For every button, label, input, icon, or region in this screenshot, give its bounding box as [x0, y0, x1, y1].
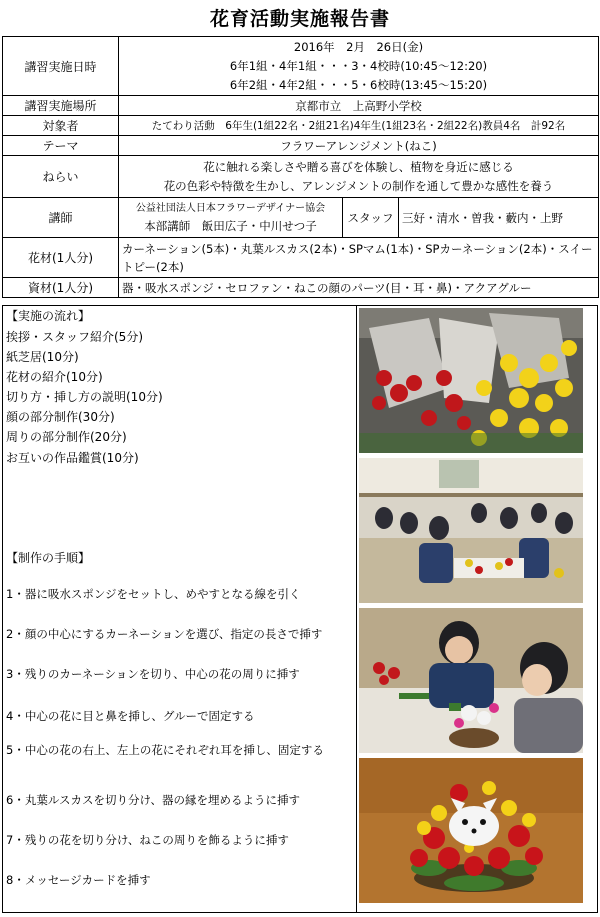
flow-item: 周りの部分制作(20分): [6, 430, 127, 444]
date-label: 講習実施日時: [3, 37, 119, 96]
flow-item: 挨拶・スタッフ紹介(5分): [6, 330, 143, 344]
procedure-step: 3・残りのカーネーションを切り、中心の花の周りに挿す: [6, 667, 300, 681]
materials-label: 資材(1人分): [3, 278, 119, 298]
instructor-row: [3, 198, 599, 238]
date-line: 6年2組・4年2組・・・5・6校時(13:45～15:20): [229, 77, 488, 92]
procedure-step: 5・中心の花の右上、左上の花にそれぞれ耳を挿し、固定する: [6, 743, 324, 757]
date-line: 2016年 2月 26日(金): [293, 39, 424, 54]
materials-row: [3, 278, 599, 298]
procedure-step: 1・器に吸水スポンジをセットし、めやすとなる線を引く: [6, 587, 301, 601]
flowers-value: カーネーション(5本)・丸葉ルスカス(2本)・SPマム(1本)・SPカーネーション(2本)・スイートピー(2本): [119, 238, 599, 278]
flow-heading: 【実施の流れ】: [6, 309, 91, 323]
theme-value: フラワーアレンジメント(ねこ): [119, 136, 599, 156]
procedure-step: 7・残りの花を切り分け、ねこの周りを飾るように挿す: [6, 833, 289, 847]
page-title: 花育活動実施報告書: [209, 8, 390, 30]
date-value: [119, 37, 599, 96]
procedure-step: 6・丸葉ルスカスを切り分け、器の縁を埋めるように挿す: [6, 793, 301, 807]
instructor-names: 本部講師 飯田広子・中川せつ子: [144, 218, 317, 233]
flowers-label: 花材(1人分): [3, 238, 119, 278]
place-row: [3, 96, 599, 116]
aim-row: [3, 156, 599, 198]
lower-section: [2, 305, 598, 913]
cat-arrangement-photo: [359, 758, 583, 903]
target-row: [3, 116, 599, 136]
procedure-step: 4・中心の花に目と鼻を挿し、グルーで固定する: [6, 709, 255, 723]
flow-item: 顔の部分制作(30分): [6, 410, 115, 424]
date-line: 6年1組・4年1組・・・3・4校時(10:45～12:20): [229, 58, 488, 73]
flowers-row: [3, 238, 599, 278]
aim-value: [119, 156, 599, 198]
flow-item: お互いの作品鑑賞(10分): [6, 451, 139, 465]
aim-line: 花に触れる楽しさや贈る喜びを体験し、植物を身近に感じる: [203, 159, 514, 174]
target-value: たてわり活動 6年生(1組22名・2組21名)4年生(1組23名・2組22名)教員4名 計92名: [119, 116, 599, 136]
flow-item: 紙芝居(10分): [6, 350, 79, 364]
classroom-photo: [359, 458, 583, 603]
text-column: [3, 306, 357, 912]
flow-item: 切り方・挿し方の説明(10分): [6, 390, 163, 404]
procedure-step: 8・メッセージカードを挿す: [6, 873, 151, 887]
staff-label: スタッフ: [343, 198, 399, 238]
date-row: [3, 37, 599, 96]
procedure-heading: 【制作の手順】: [6, 551, 91, 565]
instructor-label: 講師: [3, 198, 119, 238]
aim-line: 花の色彩や特徴を生かし、アレンジメントの制作を通して豊かな感性を養う: [163, 178, 554, 193]
place-value: 京都市立 上高野小学校: [119, 96, 599, 116]
target-label: 対象者: [3, 116, 119, 136]
flowers-photo: [359, 308, 583, 453]
info-table: [2, 36, 599, 298]
instructor-org: 公益社団法人日本フラワーデザイナー協会: [135, 202, 326, 214]
materials-value: 器・吸水スポンジ・セロファン・ねこの顔のパーツ(目・耳・鼻)・アクアグルー: [119, 278, 599, 298]
aim-label: ねらい: [3, 156, 119, 198]
flow-item: 花材の紹介(10分): [6, 370, 103, 384]
theme-label: テーマ: [3, 136, 119, 156]
students-photo: [359, 608, 583, 753]
procedure-step: 2・顔の中心にするカーネーションを選び、指定の長さで挿す: [6, 627, 323, 641]
instructor-value: [119, 198, 343, 238]
staff-value: 三好・清水・曽我・藪内・上野: [399, 198, 599, 238]
place-label: 講習実施場所: [3, 96, 119, 116]
theme-row: [3, 136, 599, 156]
